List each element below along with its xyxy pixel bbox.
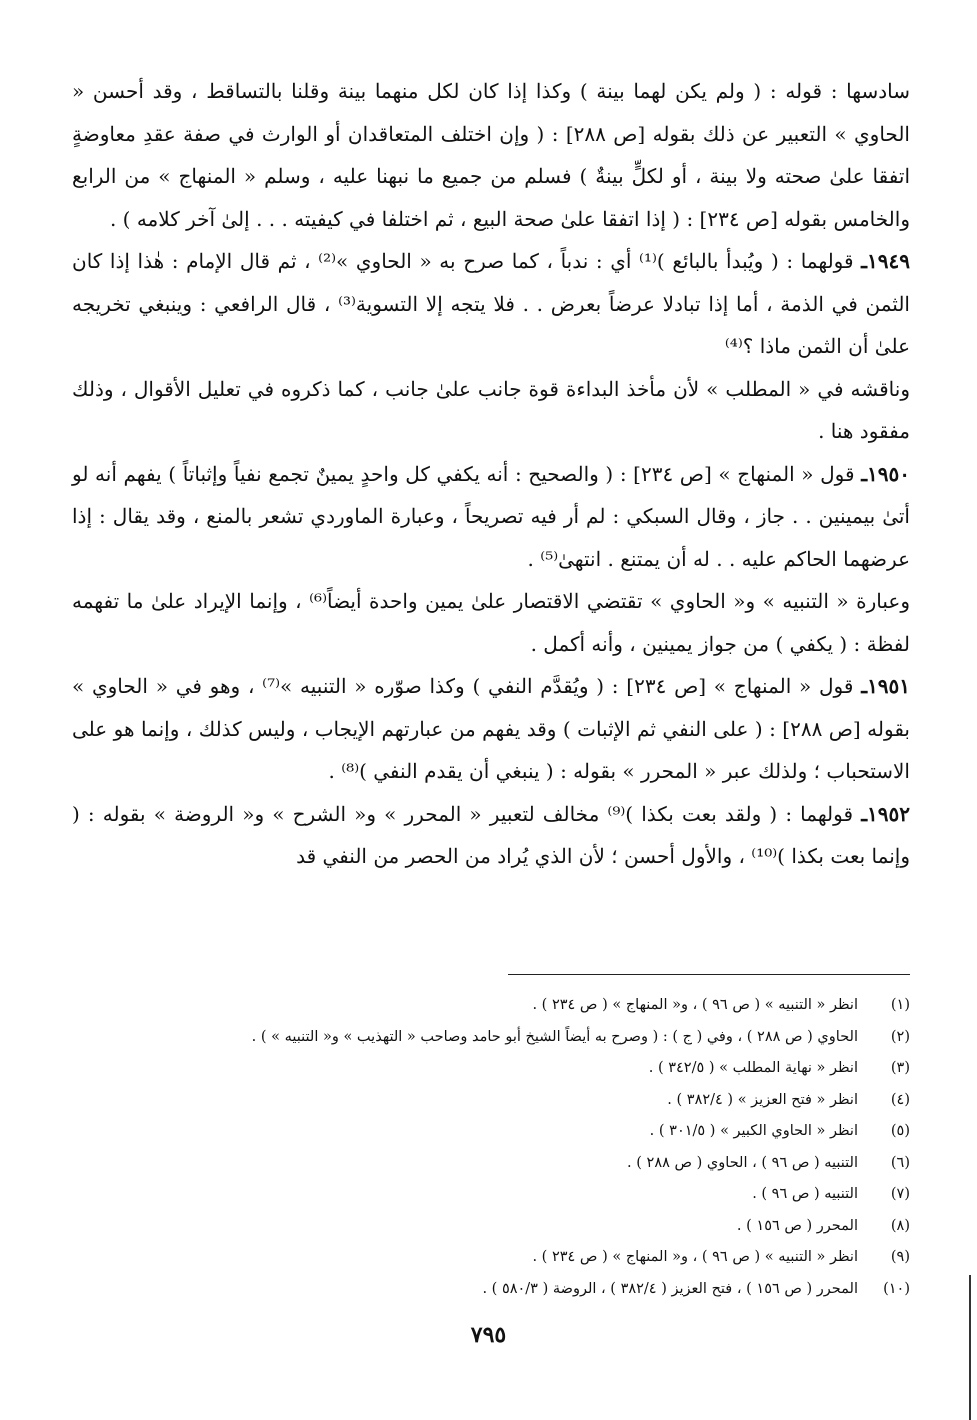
footnote-text: التنبيه ( ص ٩٦ ) . [752,1186,858,1202]
paragraph-text: وعبارة « التنبيه » و« الحاوي » تقتضي الاقتصار علىٰ يمين واحدة أيضاً⁽⁶⁾ ، وإنما الإيراد علىٰ ما تفهمه لفظة : ( يكفي ) من جواز يمينين ، وأنه أكمل . [72,589,910,656]
issue-number: ١٩٥٢ـ [861,801,911,826]
footnote [72,1211,910,1243]
paragraph-text: قول « المنهاج » [ص ٢٣٤] : ( ويُقدَّم النفي ) وكذا صوّره « التنبيه »⁽⁷⁾ ، وهو في « الحاوي » بقوله [ص ٢٨٨] : ( على النفي ثم الإثبات ) وقد يفهم من عبارتهم الإيجاب ، وليس كذلك ، وإنما هو على الاستحباب ؛ ولذلك عبر « المحرر » بقوله : ( ينبغي أن يقدم النفي )⁽⁸⁾ . [72,674,910,783]
footnote-text: انظر « التنبيه » ( ص ٩٦ ) ، و« المنهاج » ( ص ٢٣٤ ) . [532,997,858,1013]
footnote [72,1053,910,1085]
footnote-text: الحاوي ( ص ٢٨٨ ) ، وفي ( ج ) : ( وصرح به أيضاً الشيخ أبو حامد وصاحب « التهذيب » و« التنبيه » ) . [251,1028,858,1045]
paragraph [72,240,910,368]
issue-number: ١٩٥١ـ [861,674,911,698]
footnote [72,1148,910,1180]
paragraph-text: وناقشه في « المطلب » لأن مأخذ البداءة قوة جانب علىٰ جانب ، كما ذكروه في تعليل الأقوال ، وذلك مفقود هنا . [72,376,910,443]
footnote [72,1242,910,1274]
footnote-text: انظر « نهاية المطلب » ( ٣٤٢/٥ ) . [648,1060,858,1076]
footnote-number: (٤) [890,1091,910,1108]
page-number: ٧٩٥ [470,1322,507,1348]
footnote-number: (٣) [890,1060,910,1076]
footnote-text: انظر « التنبيه » ( ص ٩٦ ) ، و« المنهاج » ( ص ٢٣٤ ) . [532,1249,858,1265]
paragraph [72,70,910,240]
footnote [72,990,910,1022]
main-text [72,70,910,878]
footnote-number: (٢) [890,1028,910,1045]
footnote-number: (١) [890,997,910,1013]
footnote-divider [508,974,910,975]
paragraph [72,665,910,793]
footnote-text: المحرر ( ص ١٥٦ ) . [736,1217,858,1234]
footnotes [72,990,910,1305]
scan-edge-line [969,1275,971,1420]
footnote-number: (٥) [890,1123,910,1139]
footnote-number: (٨) [890,1217,910,1234]
footnote-number: (٦) [890,1154,910,1171]
footnote [72,1085,910,1117]
footnote-number: (١٠) [883,1280,910,1297]
footnote-text: انظر « فتح العزيز » ( ٣٨٢/٤ ) . [667,1091,858,1108]
issue-number: ١٩٤٩ـ [861,249,910,273]
footnote [72,1179,910,1211]
paragraph-text: سادسها : قوله : ( ولم يكن لهما بينة ) وكذا إذا كان لكل منهما بينة وقلنا بالتساقط ، وقد أحسن « الحاوي » التعبير عن ذلك بقوله [ص ٢٨٨] : ( وإن اختلف المتعاقدان أو الوارث في صفة عقدِ معاوضةٍ اتفقا علىٰ صحته ولا بينة ، أو لكلٍّ بينةٌ ) فسلم من جميع ما نبهنا عليه ، وسلم « المنهاج » من الرابع والخامس بقوله [ص ٢٣٤] : ( إذا اتفقا علىٰ صحة البيع ، ثم اختلفا في كيفيته . . . إلىٰ آخر كلامه ) . [72,79,910,231]
paragraph [72,793,910,878]
footnote-number: (٩) [890,1249,910,1265]
footnote-text: المحرر ( ص ١٥٦ ) ، فتح العزيز ( ٣٨٢/٤ ) ، الروضة ( ٥٨٠/٣ ) . [482,1280,858,1297]
issue-number: ١٩٥٠ـ [861,461,911,486]
paragraph [72,453,910,581]
footnote [72,1022,910,1054]
paragraph-text: قولهما : ( ولقد بعت بكذا )⁽⁹⁾ مخالف لتعبير « المحرر » و« الشرح » و« الروضة » بقوله : ( وإنما بعت بكذا )⁽¹⁰⁾ ، والأول أحسن ؛ لأن الذي يُراد من الحصر من النفي قد [72,801,910,868]
footnote-text: انظر « الحاوي الكبير » ( ٣٠١/٥ ) . [649,1123,858,1139]
paragraph [72,368,910,453]
paragraph-text: قولهما : ( ويُبدأ بالبائع )⁽¹⁾ أي : ندباً ، كما صرح به « الحاوي »⁽²⁾ ، ثم قال الإمام : هٰذا إذا كان الثمن في الذمة ، أما إذا تبادلا عرضاً بعرض . . فلا يتجه إلا التسوية⁽³⁾ ، قال الرافعي : وينبغي تخريجه علىٰ أن الثمن ماذا ؟⁽⁴⁾ [72,249,910,358]
footnote [72,1274,910,1306]
paragraph-text: قول « المنهاج » [ص ٢٣٤] : ( والصحيح : أنه يكفي كل واحدٍ يمينٌ تجمع نفياً وإثباتاً ) يفهم أنه لو أتىٰ بيمينين . . جاز ، وقال السبكي : لم أر فيه تصريحاً ، وعبارة الماوردي تشعر بالمنع ، وقد يقال : إذا عرضهما الحاكم عليه . . له أن يمتنع . انتهىٰ⁽⁵⁾ . [72,461,910,571]
paragraph [72,580,910,665]
footnote-number: (٧) [890,1186,910,1202]
footnote-text: التنبيه ( ص ٩٦ ) ، الحاوي ( ص ٢٨٨ ) . [627,1154,858,1171]
footnote [72,1116,910,1148]
